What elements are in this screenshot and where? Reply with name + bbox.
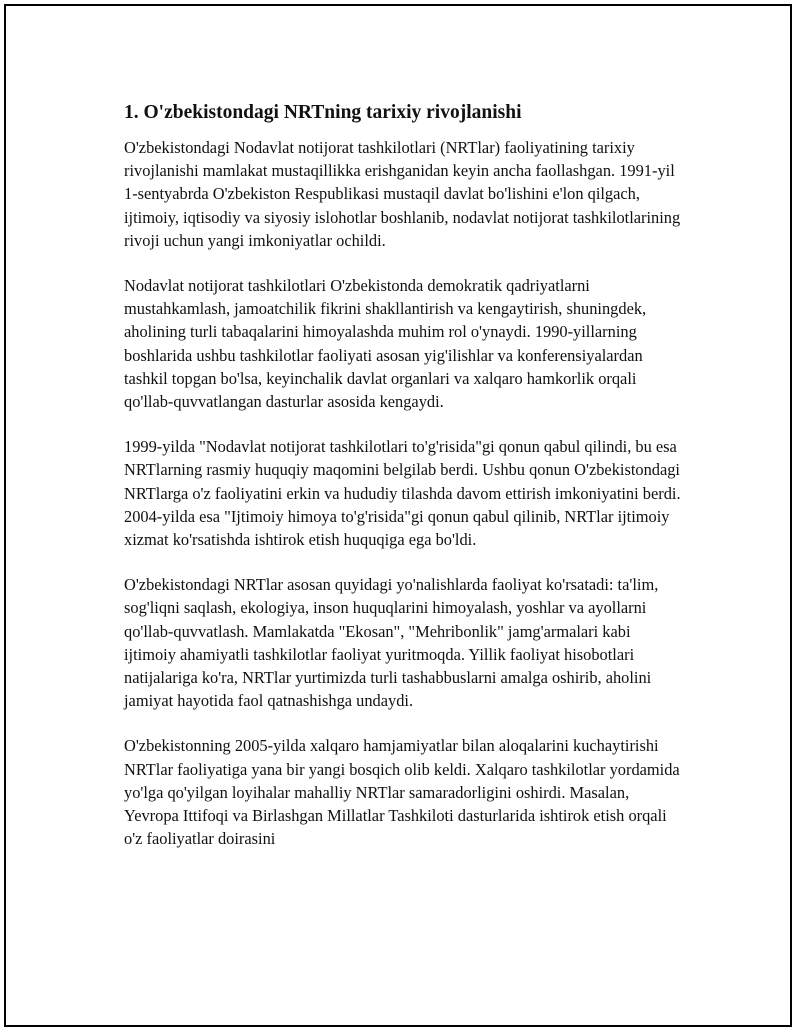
paragraph-3: 1999-yilda "Nodavlat notijorat tashkilotlari to'g'risida"gi qonun qabul qilindi, bu esa NRTlarning rasmiy huquqiy maqomini belgilab berdi. Ushbu qonun O'zbekistondagi NRTlarga o'z faoliyatini erkin va hududiy tilashda davom ettirish imkoniyatini berdi. 2004-yilda esa "Ijtimoiy himoya to'g'risida"gi qonun qabul qilinib, NRTlar ijtimoiy xizmat ko'rsatishda ishtirok etish huquqiga ega bo'ldi.	[124, 437, 681, 550]
paragraph-4: O'zbekistondagi NRTlar asosan quyidagi yo'nalishlarda faoliyat ko'rsatadi: ta'lim, sog'liqni saqlash, ekologiya, inson huquqlarini himoyalash, yoshlar va ayollarni qo'llab-quvvatlash. Mamlakatda "Ekosan", "Mehribonlik" jamg'armalari kabi ijtimoiy ahamiyatli tashkilotlar faoliyat yuritmoqda. Yillik faoliyat hisobotlari natijalariga ko'ra, NRTlar yurtimizda turli tashabbuslarni amalga oshirib, aholini jamiyat hayotida faol qatnashishga undaydi.	[124, 575, 659, 711]
section-heading: 1. O'zbekistondagi NRTning tarixiy rivojlanishi	[124, 102, 522, 123]
paragraph-5: O'zbekistonning 2005-yilda xalqaro hamjamiyatlar bilan aloqalarini kuchaytirishi NRTlar faoliyatiga yana bir yangi bosqich olib keldi. Xalqaro tashkilotlar yordamida yo'lga qo'yilgan loyihalar mahalliy NRTlar samaradorligini oshirdi. Masalan, Yevropa Ittifoqi va Birlashgan Millatlar Tashkiloti dasturlarida ishtirok etish orqali o'z faoliyatlar doirasini	[124, 736, 680, 849]
paragraph-1: O'zbekistondagi Nodavlat notijorat tashkilotlari (NRTlar) faoliyatining tarixiy rivojlanishi mamlakat mustaqillikka erishganidan keyin ancha faollashgan. 1991-yil 1-sentyabrda O'zbekiston Respublikasi mustaqil davlat bo'lishini e'lon qilgach, ijtimoiy, iqtisodiy va siyosiy islohotlar boshlanib, nodavlat notijorat tashkilotlarining rivoji uchun yangi imkoniyatlar ochildi.	[124, 138, 681, 250]
paragraph-2: Nodavlat notijorat tashkilotlari O'zbekistonda demokratik qadriyatlarni mustahkamlash, jamoatchilik fikrini shakllantirish va kengaytirish, shuningdek, aholining turli tabaqalarini himoyalashda muhim rol o'ynaydi. 1990-yillarning boshlarida ushbu tashkilotlar faoliyati asosan yig'ilishlar va konferensiyalardan tashkil topgan bo'lsa, keyinchalik davlat organlari va xalqaro hamkorlik orqali qo'llab-quvvatlangan dasturlar asosida kengaydi.	[124, 276, 647, 412]
page-frame	[4, 4, 792, 1027]
document-body	[124, 101, 684, 872]
